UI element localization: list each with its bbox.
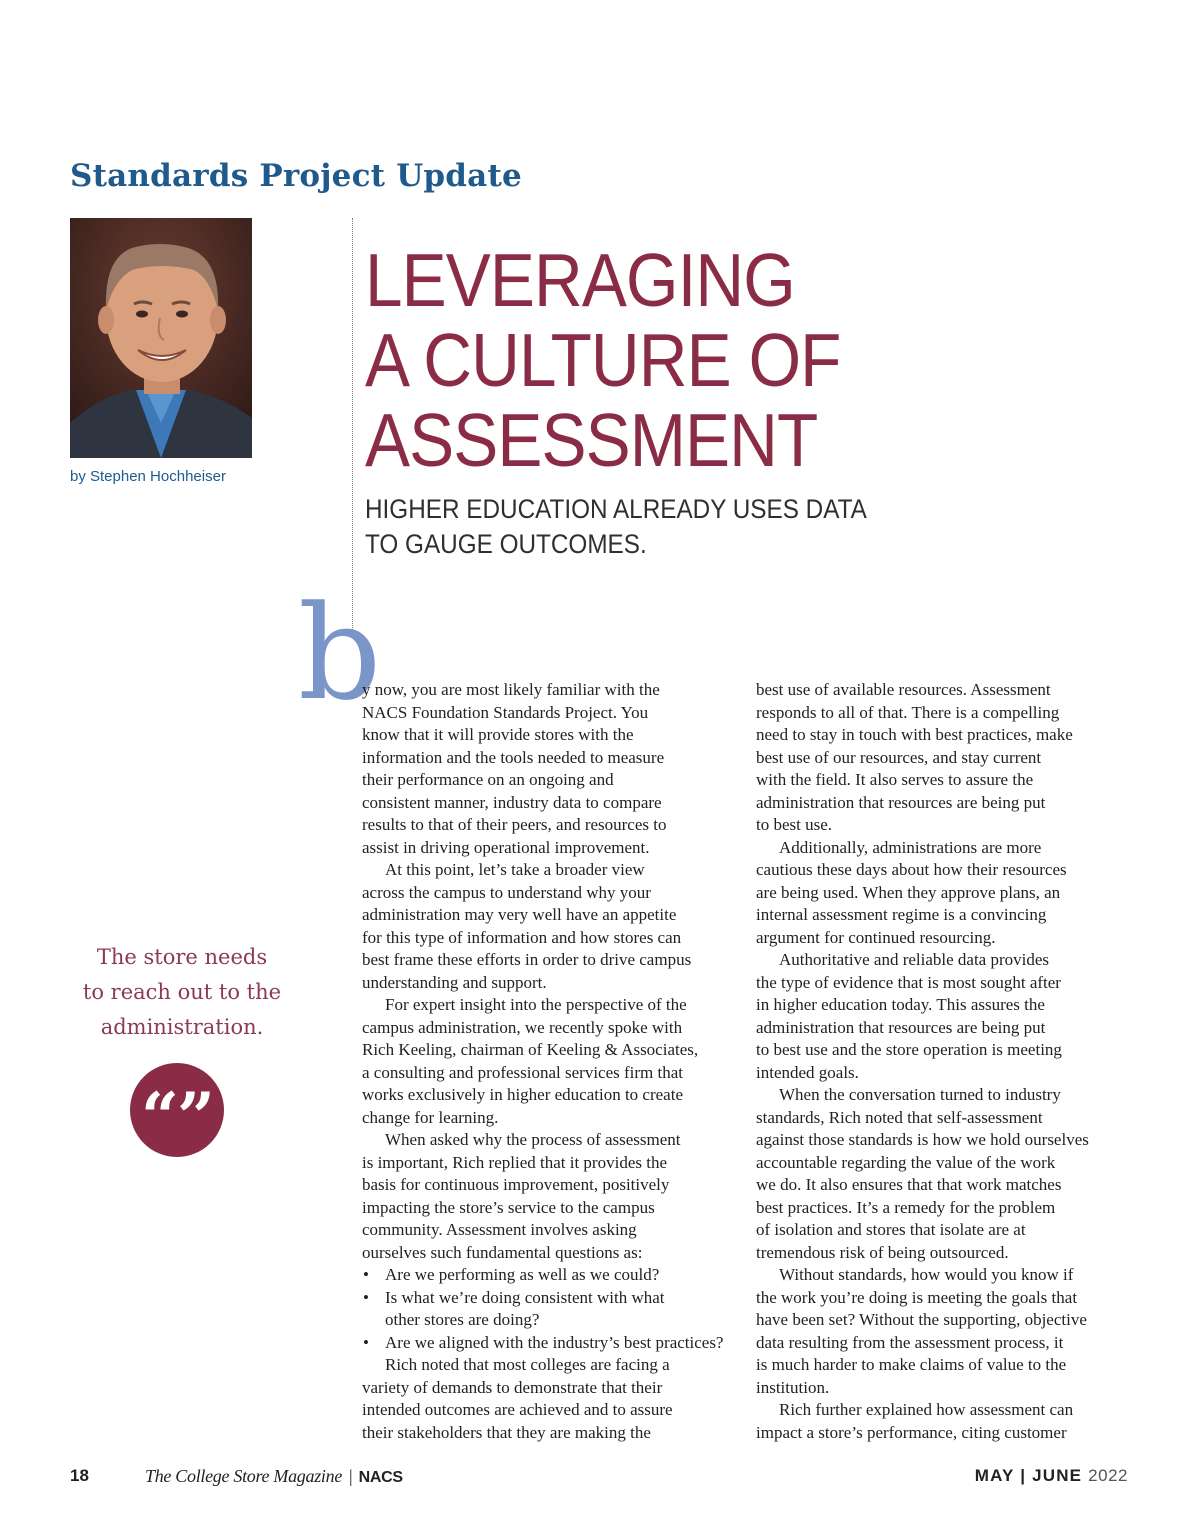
pull-quote-line: administration. — [100, 1015, 264, 1039]
body-line: is much harder to make claims of value to the — [756, 1355, 1067, 1374]
body-line: best frame these efforts in order to drive campus — [362, 950, 692, 969]
magazine-title — [145, 1466, 403, 1487]
article-subtitle-line: HIGHER EDUCATION ALREADY USES DATA — [365, 494, 867, 524]
body-line: Rich Keeling, chairman of Keeling & Associates, — [362, 1040, 699, 1059]
pull-quote — [62, 940, 302, 1045]
body-line: is important, Rich replied that it provides the — [362, 1152, 667, 1172]
body-line: we do. It also ensures that that work matches — [756, 1175, 1062, 1194]
body-line: accountable regarding the value of the work — [756, 1152, 1056, 1172]
body-line: understanding and support. — [362, 972, 547, 992]
body-line: need to stay in touch with best practices, make — [756, 725, 1073, 744]
body-line: to best use. — [756, 815, 833, 834]
bullet-item-continuation: other stores are doing? — [385, 1310, 540, 1329]
body-column-2 — [756, 679, 1131, 1444]
article-title — [365, 240, 841, 480]
body-line: tremendous risk of being outsourced. — [756, 1242, 1009, 1262]
article-title-line: A CULTURE OF — [365, 318, 841, 402]
article-subtitle-line: TO GAUGE OUTCOMES. — [365, 529, 647, 559]
body-line: argument for continued resourcing. — [756, 927, 996, 947]
article-title-line: LEVERAGING — [365, 238, 795, 322]
article-title-line: ASSESSMENT — [365, 398, 818, 482]
pull-quote-line: The store needs — [96, 945, 268, 969]
body-line: best use of available resources. Assessment — [756, 680, 1051, 699]
issue-months: MAY | JUNE — [974, 1466, 1083, 1485]
body-line: results to that of their peers, and resources to — [362, 815, 667, 834]
body-line: When the conversation turned to industry — [779, 1085, 1061, 1104]
body-line: cautious these days about how their resources — [756, 860, 1067, 879]
body-line: in higher education today. This assures the — [756, 995, 1045, 1014]
body-line: information and the tools needed to measure — [362, 747, 665, 767]
body-line: data resulting from the assessment process, it — [756, 1332, 1064, 1352]
body-line: best practices. It’s a remedy for the problem — [756, 1197, 1056, 1217]
body-line: consistent manner, industry data to compare — [362, 792, 662, 812]
body-line: ourselves such fundamental questions as: — [362, 1242, 643, 1262]
author-portrait-image — [70, 218, 252, 458]
body-line: standards, Rich noted that self-assessment — [756, 1107, 1043, 1127]
body-column-1 — [362, 679, 742, 1444]
footer-separator: | — [348, 1466, 353, 1486]
bullet-item: • Is what we’re doing consistent with what — [362, 1287, 742, 1310]
body-line: intended goals. — [756, 1062, 859, 1082]
drop-cap: b — [298, 577, 382, 729]
page-number: 18 — [70, 1466, 89, 1485]
magazine-name: The College Store Magazine — [145, 1466, 343, 1486]
author-byline: by Stephen Hochheiser — [70, 468, 226, 485]
body-line: impact a store’s performance, citing customer — [756, 1422, 1067, 1442]
body-line: institution. — [756, 1377, 830, 1397]
body-line: Additionally, administrations are more — [779, 837, 1042, 857]
pull-quote-line: to reach out to the — [82, 980, 282, 1004]
body-line: intended outcomes are achieved and to assure — [362, 1400, 673, 1419]
page-footer — [70, 1466, 1128, 1490]
body-line: responds to all of that. There is a compelling — [756, 702, 1060, 722]
body-line: basis for continuous improvement, positively — [362, 1175, 670, 1194]
section-heading: Standards Project Update — [70, 158, 522, 194]
body-line: impacting the store’s service to the campus — [362, 1197, 655, 1217]
body-line: works exclusively in higher education to create — [362, 1085, 683, 1104]
body-line: administration may very well have an appetite — [362, 905, 677, 924]
article-subtitle — [365, 492, 867, 562]
body-line: the work you’re doing is meeting the goals that — [756, 1287, 1078, 1307]
body-line: y now, you are most likely familiar with the — [362, 680, 660, 699]
body-line: NACS Foundation Standards Project. You — [362, 702, 649, 722]
author-photo — [70, 218, 252, 458]
body-line: Rich further explained how assessment can — [779, 1400, 1074, 1419]
body-line: administration that resources are being put — [756, 792, 1046, 812]
body-line: to best use and the store operation is meeting — [756, 1040, 1062, 1059]
body-line: change for learning. — [362, 1107, 499, 1127]
bullet-item: • Are we performing as well as we could? — [362, 1264, 742, 1287]
body-line: internal assessment regime is a convincing — [756, 905, 1047, 924]
body-line: of isolation and stores that isolate are at — [756, 1220, 1026, 1239]
body-line: a consulting and professional services firm that — [362, 1062, 684, 1082]
body-line: variety of demands to demonstrate that their — [362, 1377, 663, 1397]
body-line: with the field. It also serves to assure the — [756, 770, 1034, 789]
body-line: are being used. When they approve plans, an — [756, 882, 1061, 902]
body-line: their stakeholders that they are making the — [362, 1422, 651, 1442]
body-line: across the campus to understand why your — [362, 882, 651, 902]
body-line: Without standards, how would you know if — [779, 1265, 1074, 1284]
quote-icon: “” — [130, 1063, 224, 1157]
vertical-divider — [352, 218, 353, 638]
body-line: For expert insight into the perspective of the — [385, 995, 687, 1014]
body-line: When asked why the process of assessment — [385, 1130, 681, 1149]
body-line: best use of our resources, and stay current — [756, 747, 1042, 767]
body-line: against those standards is how we hold ourselves — [756, 1130, 1089, 1149]
org-name: NACS — [358, 1469, 403, 1486]
body-line: campus administration, we recently spoke with — [362, 1017, 683, 1037]
body-line: Authoritative and reliable data provides — [779, 950, 1050, 969]
body-line: administration that resources are being put — [756, 1017, 1046, 1037]
body-line: know that it will provide stores with the — [362, 725, 634, 744]
bullet-item: • Are we aligned with the industry’s best practices? — [362, 1332, 742, 1355]
body-line: the type of evidence that is most sought after — [756, 972, 1061, 992]
body-line: community. Assessment involves asking — [362, 1220, 637, 1239]
body-line: Rich noted that most colleges are facing a — [385, 1355, 670, 1374]
body-line: have been set? Without the supporting, objective — [756, 1310, 1087, 1329]
body-line: assist in driving operational improvement. — [362, 837, 650, 857]
issue-year: 2022 — [1088, 1466, 1128, 1485]
body-line: their performance on an ongoing and — [362, 770, 614, 789]
body-line: for this type of information and how stores can — [362, 927, 682, 947]
issue-date — [975, 1466, 1128, 1486]
body-line: At this point, let’s take a broader view — [385, 860, 645, 879]
